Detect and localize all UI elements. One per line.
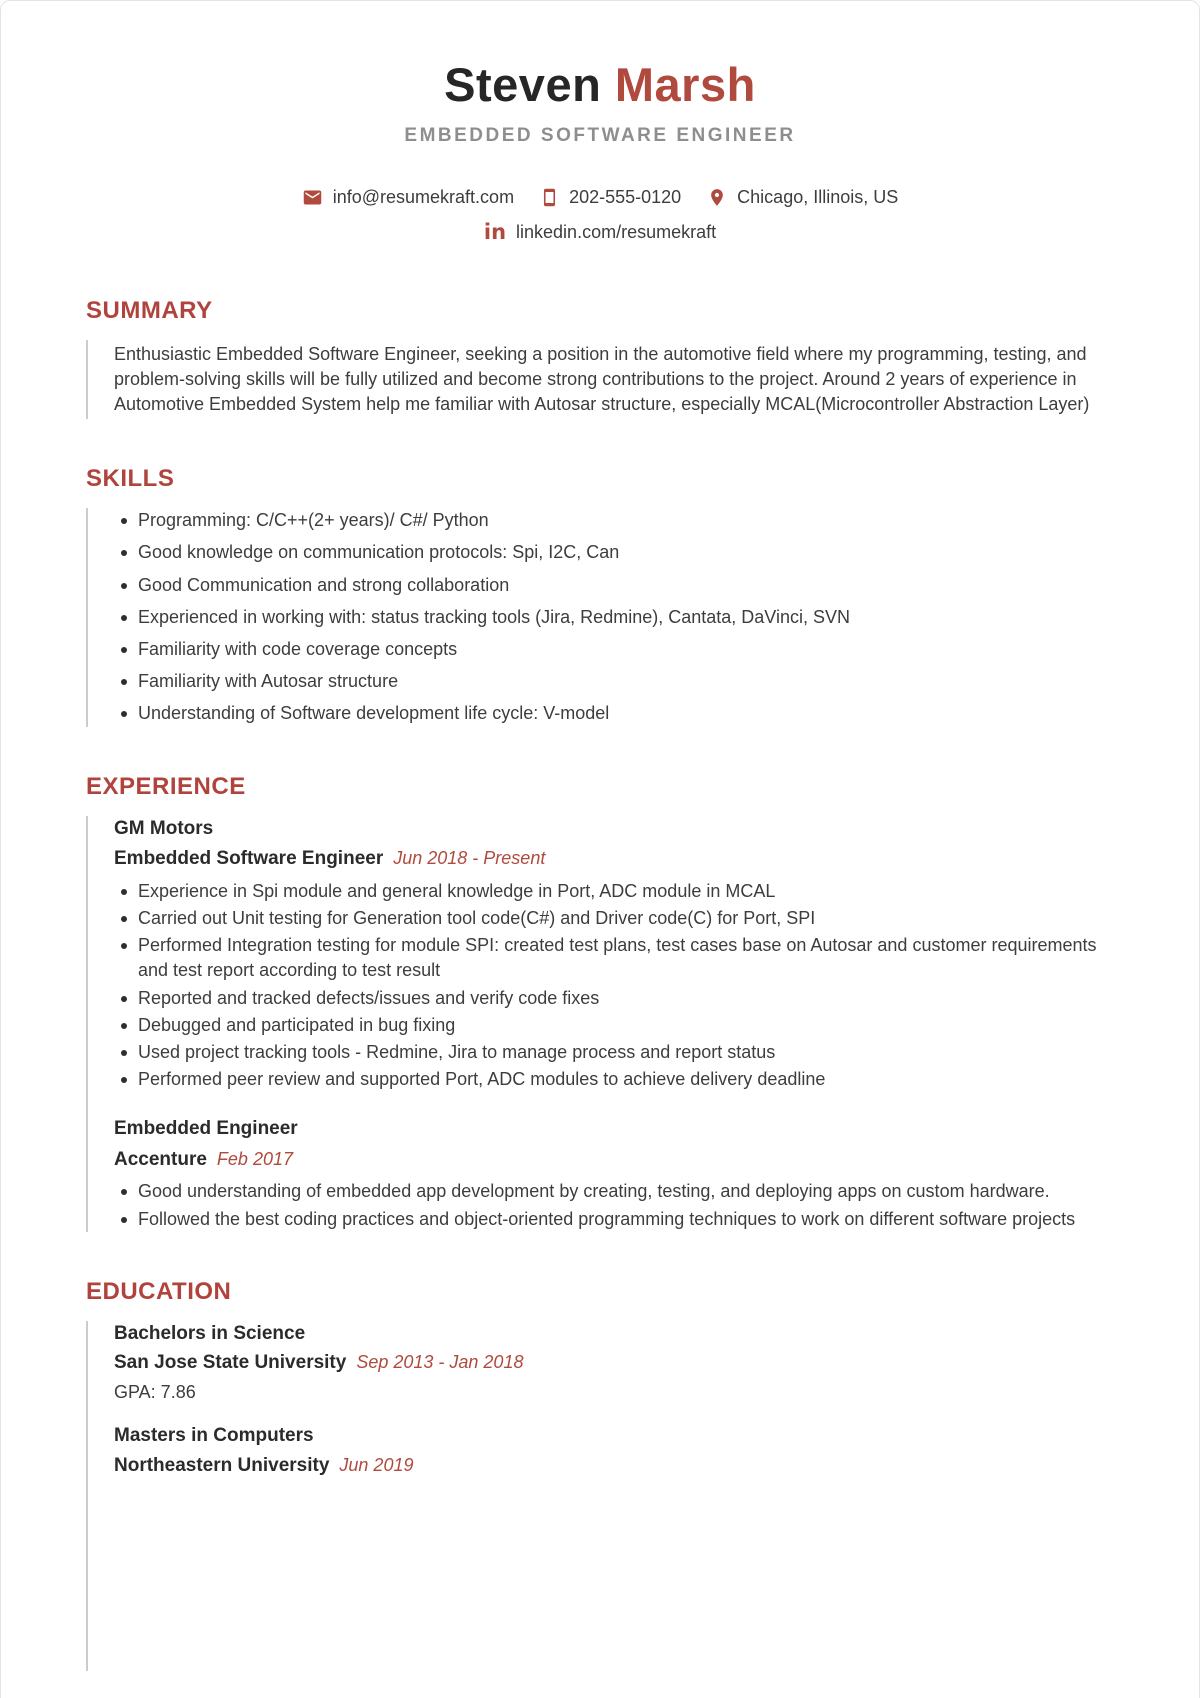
job-bullet: Performed peer review and supported Port, ADC modules to achieve delivery deadline bbox=[114, 1067, 1114, 1092]
education-heading: EDUCATION bbox=[86, 1277, 232, 1305]
job-bullet: Good understanding of embedded app development by creating, testing, and deploying apps on custom hardware. bbox=[114, 1179, 1114, 1204]
smartphone-icon bbox=[540, 187, 559, 208]
location-text: Chicago, Illinois, US bbox=[737, 186, 899, 207]
experience-body bbox=[86, 816, 1114, 1232]
skill-item: Good knowledge on communication protocols: Spi, I2C, Can bbox=[114, 540, 1114, 565]
candidate-name bbox=[86, 59, 1114, 111]
job-bullet: Followed the best coding practices and object-oriented programming techniques to work on different software projects bbox=[114, 1207, 1114, 1232]
skills-heading: SKILLS bbox=[86, 465, 175, 493]
phone-text: 202-555-0120 bbox=[569, 186, 682, 207]
job-role-line bbox=[114, 846, 1114, 873]
contact-row-linkedin bbox=[86, 219, 1114, 244]
skills-body bbox=[86, 508, 1114, 726]
summary-section bbox=[86, 297, 1114, 420]
education-school-line bbox=[114, 1350, 1114, 1377]
education-dates: Jun 2019 bbox=[339, 1454, 414, 1475]
education-dates: Sep 2013 - Jan 2018 bbox=[356, 1352, 524, 1373]
skill-item: Familiarity with code coverage concepts bbox=[114, 637, 1114, 662]
job-company: Accenture bbox=[114, 1148, 207, 1170]
education-entry bbox=[114, 1321, 1114, 1405]
job-dates: Feb 2017 bbox=[216, 1148, 293, 1169]
education-degree: Bachelors in Science bbox=[114, 1322, 306, 1344]
skills-list bbox=[114, 508, 1114, 726]
job-bullet: Carried out Unit testing for Generation tool code(C#) and Driver code(C) for Port, SPI bbox=[114, 906, 1114, 931]
contact-email bbox=[302, 187, 514, 208]
skill-item: Programming: C/C++(2+ years)/ C#/ Python bbox=[114, 508, 1114, 533]
contact-location bbox=[707, 187, 898, 208]
job-bullet: Used project tracking tools - Redmine, Jira to manage process and report status bbox=[114, 1040, 1114, 1065]
education-section bbox=[86, 1278, 1114, 1671]
linkedin-text[interactable]: linkedin.com/resumekraft bbox=[516, 221, 717, 242]
skills-section bbox=[86, 465, 1114, 726]
summary-text: Enthusiastic Embedded Software Engineer, seeking a position in the automotive field where my programming, testing, and problem-solving skills will be fully utilized and become strong contributions to the project. Around 2 years of experience in Automotive Embedded System help me familiar with Autosar structure, especially MCAL(Microcontroller Abstraction Layer) bbox=[114, 343, 1090, 415]
email-text[interactable]: info@resumekraft.com bbox=[332, 186, 515, 207]
experience-heading: EXPERIENCE bbox=[86, 772, 246, 800]
skill-item: Good Communication and strong collaboration bbox=[114, 573, 1114, 598]
linkedin-in-icon: in bbox=[483, 219, 507, 244]
envelope-icon bbox=[302, 187, 323, 208]
job-company-line bbox=[114, 1147, 1114, 1174]
education-school-line bbox=[114, 1453, 1114, 1480]
education-entry bbox=[114, 1423, 1114, 1479]
contact-phone bbox=[540, 187, 681, 208]
job-bullet: Performed Integration testing for module SPI: created test plans, test cases base on Autosar and customer requirements and test report according to test result bbox=[114, 933, 1114, 983]
summary-heading: SUMMARY bbox=[86, 296, 213, 324]
job-entry bbox=[114, 816, 1114, 1093]
job-role: Embedded Engineer bbox=[114, 1118, 298, 1140]
education-gpa: GPA: 7.86 bbox=[114, 1382, 196, 1402]
resume-header bbox=[86, 59, 1114, 243]
skill-item: Familiarity with Autosar structure bbox=[114, 669, 1114, 694]
education-school: Northeastern University bbox=[114, 1454, 330, 1476]
summary-body bbox=[86, 340, 1114, 420]
candidate-job-title: EMBEDDED SOFTWARE ENGINEER bbox=[404, 124, 796, 146]
first-name: Steven bbox=[444, 58, 602, 111]
job-bullet: Reported and tracked defects/issues and verify code fixes bbox=[114, 986, 1114, 1011]
job-dates: Jun 2018 - Present bbox=[393, 848, 546, 869]
experience-section bbox=[86, 773, 1114, 1232]
job-bullet-list bbox=[114, 879, 1114, 1093]
contact-linkedin bbox=[483, 219, 717, 244]
job-bullet-list bbox=[114, 1179, 1114, 1231]
job-role: Embedded Software Engineer bbox=[114, 848, 384, 870]
job-bullet: Debugged and participated in bug fixing bbox=[114, 1013, 1114, 1038]
job-company: GM Motors bbox=[114, 817, 214, 839]
education-school: San Jose State University bbox=[114, 1352, 347, 1374]
skill-item: Experienced in working with: status tracking tools (Jira, Redmine), Cantata, DaVinci, SVN bbox=[114, 605, 1114, 630]
job-entry bbox=[114, 1116, 1114, 1232]
education-degree: Masters in Computers bbox=[114, 1425, 314, 1447]
last-name: Marsh bbox=[614, 58, 756, 111]
contact-row bbox=[86, 187, 1114, 208]
job-bullet: Experience in Spi module and general knowledge in Port, ADC module in MCAL bbox=[114, 879, 1114, 904]
map-pin-icon bbox=[707, 187, 727, 208]
education-body bbox=[86, 1321, 1114, 1671]
skill-item: Understanding of Software development life cycle: V-model bbox=[114, 701, 1114, 726]
